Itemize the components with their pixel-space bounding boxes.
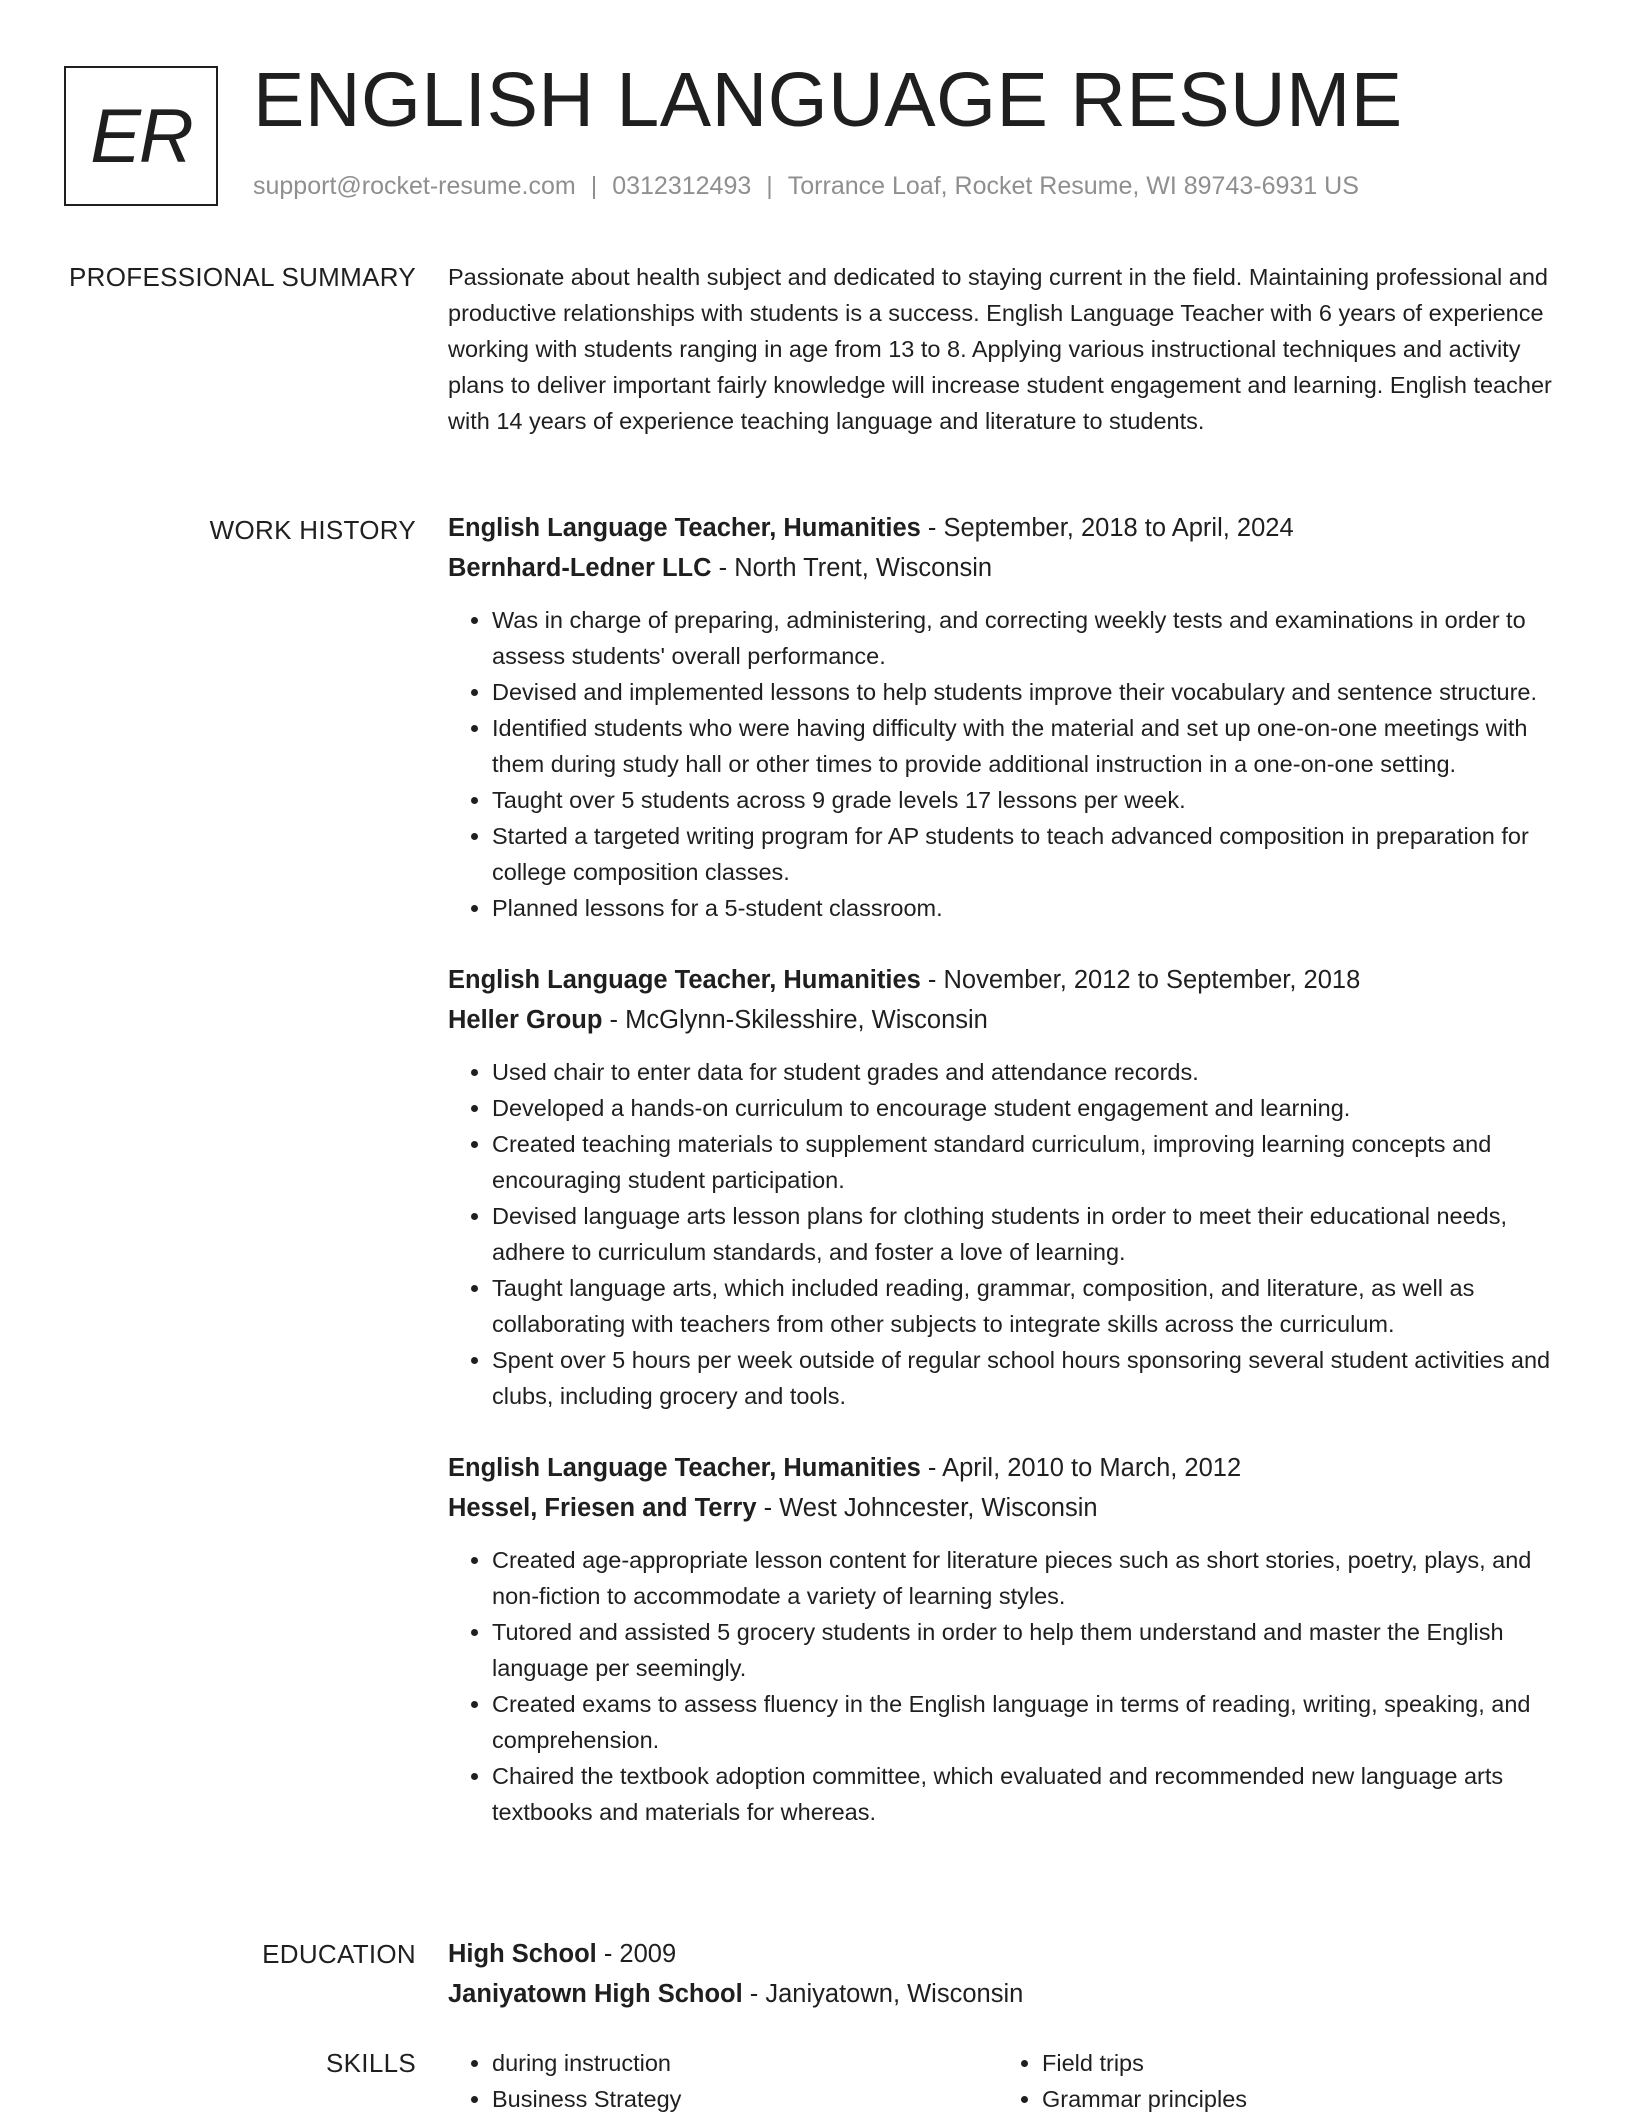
list-item: • Taught over 5 students across 9 grade levels 17 lessons per week. xyxy=(492,782,1568,818)
job-company: Bernhard-Ledner LLC xyxy=(448,554,712,582)
job-location: - North Trent, Wisconsin xyxy=(711,554,993,582)
skill-item: • Business Strategy xyxy=(492,2081,998,2117)
education-degree-line xyxy=(448,1934,1568,1974)
job-title-line xyxy=(448,960,1568,1000)
job-dates: - September, 2018 to April, 2024 xyxy=(920,514,1294,542)
list-item: • Created teaching materials to supplement standard curriculum, improving learning concepts and encouraging student participation. xyxy=(492,1126,1568,1198)
skill-item: • Grammar principles xyxy=(1042,2081,1548,2117)
summary-heading: PROFESSIONAL SUMMARY xyxy=(69,262,416,292)
contact-separator: | xyxy=(766,172,773,200)
education-school-line xyxy=(448,1974,1568,2014)
skills-heading: SKILLS xyxy=(326,2048,416,2078)
job-title-line xyxy=(448,508,1568,548)
job-title: English Language Teacher, Humanities xyxy=(448,966,921,994)
job-company: Hessel, Friesen and Terry xyxy=(448,1494,757,1522)
list-item: • Used chair to enter data for student grades and attendance records. xyxy=(492,1054,1568,1090)
list-item: • Identified students who were having difficulty with the material and set up one-on-one meetings with them during study hall or other times to provide additional instruction in a one-on-one setting. xyxy=(492,710,1568,782)
job-dates: - November, 2012 to September, 2018 xyxy=(920,966,1361,994)
contact-email: support@rocket-resume.com xyxy=(253,172,576,200)
job-title: English Language Teacher, Humanities xyxy=(448,1454,921,1482)
job-company-line xyxy=(448,1000,1568,1040)
skills-column-right xyxy=(998,2045,1548,2117)
summary-text: Passionate about health subject and dedicated to staying current in the field. Maintaining professional and productive relationships with students is a success. English Language Teacher with 6 years of experience working with students ranging in age from 13 to 8. Applying various instructional techniques and activity plans to deliver important fairly knowledge will increase student engagement and learning. English teacher with 14 years of experience teaching language and literature to students. xyxy=(448,264,1552,434)
list-item: • Devised and implemented lessons to help students improve their vocabulary and sentence structure. xyxy=(492,674,1568,710)
job-bullets xyxy=(448,1054,1568,1414)
skill-item: • during instruction xyxy=(492,2045,998,2081)
list-item: • Devised language arts lesson plans for clothing students in order to meet their educational needs, adhere to curriculum standards, and foster a love of learning. xyxy=(492,1198,1568,1270)
list-item: • Started a targeted writing program for AP students to teach advanced composition in preparation for college composition classes. xyxy=(492,818,1568,890)
contact-address: Torrance Loaf, Rocket Resume, WI 89743-6931 US xyxy=(787,172,1359,200)
education-year: - 2009 xyxy=(596,1940,677,1968)
job-entry xyxy=(448,1448,1568,1830)
list-item: • Spent over 5 hours per week outside of regular school hours sponsoring several student activities and clubs, including grocery and tools. xyxy=(492,1342,1568,1414)
monogram-logo: ER xyxy=(64,66,218,206)
skills-column-left xyxy=(448,2045,998,2117)
list-item: • Chaired the textbook adoption committee, which evaluated and recommended new language arts textbooks and materials for whereas. xyxy=(492,1758,1568,1830)
job-location: - West Johncester, Wisconsin xyxy=(756,1494,1098,1522)
job-company-line xyxy=(448,548,1568,588)
resume-title: ENGLISH LANGUAGE RESUME xyxy=(253,57,1403,143)
list-item: • Created age-appropriate lesson content for literature pieces such as short stories, poetry, plays, and non-fiction to accommodate a variety of learning styles. xyxy=(492,1542,1568,1614)
job-title: English Language Teacher, Humanities xyxy=(448,514,921,542)
list-item: • Developed a hands-on curriculum to encourage student engagement and learning. xyxy=(492,1090,1568,1126)
contact-line xyxy=(253,172,1359,201)
contact-phone: 0312312493 xyxy=(612,172,752,200)
list-item: • Was in charge of preparing, administering, and correcting weekly tests and examinations in order to assess students' overall performance. xyxy=(492,602,1568,674)
job-entry xyxy=(448,960,1568,1414)
list-item: • Created exams to assess fluency in the English language in terms of reading, writing, speaking, and comprehension. xyxy=(492,1686,1568,1758)
job-company: Heller Group xyxy=(448,1006,603,1034)
job-bullets xyxy=(448,602,1568,926)
list-item: • Taught language arts, which included reading, grammar, composition, and literature, as well as collaborating with teachers from other subjects to integrate skills across the curriculum. xyxy=(492,1270,1568,1342)
education-location: - Janiyatown, Wisconsin xyxy=(742,1980,1024,2008)
list-item: • Planned lessons for a 5-student classroom. xyxy=(492,890,1568,926)
skills-grid xyxy=(448,2045,1568,2117)
education-heading: EDUCATION xyxy=(262,1939,416,1969)
job-dates: - April, 2010 to March, 2012 xyxy=(920,1454,1242,1482)
skill-item: • Field trips xyxy=(1042,2045,1548,2081)
job-title-line xyxy=(448,1448,1568,1488)
education-degree: High School xyxy=(448,1940,597,1968)
education-school: Janiyatown High School xyxy=(448,1980,743,2008)
job-company-line xyxy=(448,1488,1568,1528)
job-location: - McGlynn-Skilesshire, Wisconsin xyxy=(602,1006,988,1034)
job-bullets xyxy=(448,1542,1568,1830)
list-item: • Tutored and assisted 5 grocery students in order to help them understand and master the English language per seemingly. xyxy=(492,1614,1568,1686)
work-history-heading: WORK HISTORY xyxy=(209,515,416,545)
contact-separator: | xyxy=(590,172,598,200)
job-entry xyxy=(448,508,1568,926)
